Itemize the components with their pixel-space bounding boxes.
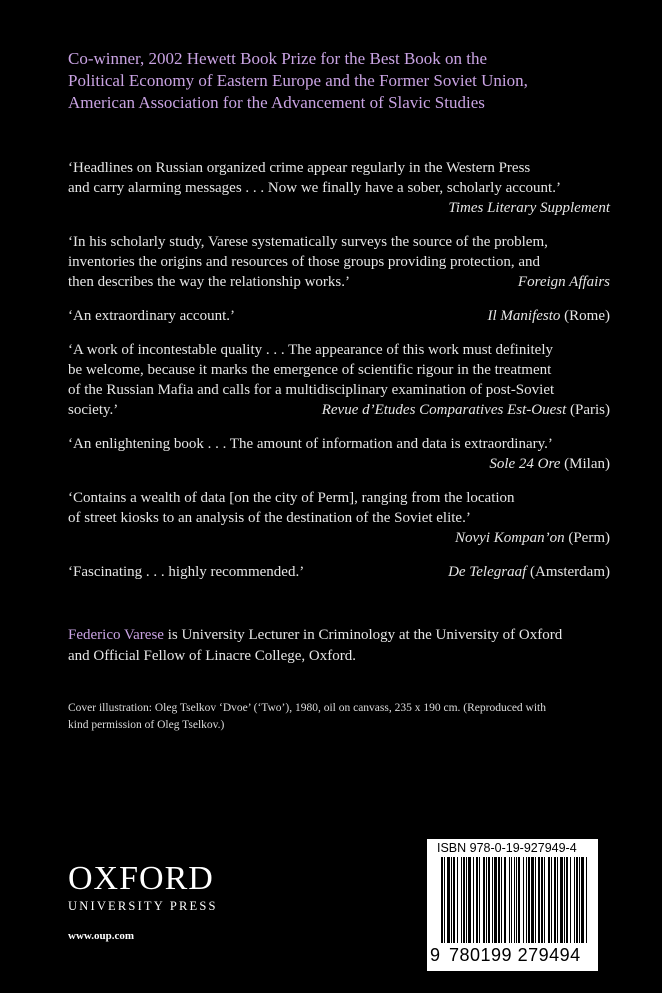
review-quote (68, 306, 610, 326)
publisher-url: www.oup.com (68, 930, 135, 942)
barcode-bar (531, 857, 534, 943)
review-quote (68, 488, 610, 548)
barcode-bar (473, 857, 474, 943)
barcode-bar (564, 857, 565, 943)
barcode-bar (560, 857, 563, 943)
barcode-bar (479, 857, 480, 943)
barcode-bar (523, 857, 524, 943)
quote-line: and carry alarming messages . . . Now we finally have a sober, scholarly account.’ (68, 180, 561, 196)
barcode-bar (586, 857, 587, 943)
barcode-bar (476, 857, 478, 943)
barcode-bar (492, 857, 493, 943)
barcode-first-digit: 9 (430, 945, 441, 965)
quote-line: inventories the origins and resources of those groups providing protection, and (68, 254, 540, 270)
quote-source (448, 562, 610, 582)
barcode-bar (557, 857, 558, 943)
author-name: Federico Varese (68, 627, 164, 643)
quote-line: of the Russian Mafia and calls for a multidisciplinary examination of post-Soviet (68, 382, 555, 398)
cover-credit-line: Cover illustration: Oleg Tselkov ‘Dvoe’ (‘Two’), 1980, oil on canvass, 235 x 190 cm. (Reproduced with (68, 702, 546, 714)
barcode (427, 839, 598, 971)
barcode-bar (488, 857, 490, 943)
prize-line: American Association for the Advancement of Slavic Studies (68, 93, 485, 112)
review-quote (68, 158, 610, 218)
barcode-bar (544, 857, 545, 943)
source-title: Revue d’Etudes Comparatives Est-Ouest (321, 402, 567, 418)
quote-source (68, 454, 610, 474)
source-title: De Telegraaf (448, 564, 527, 580)
source-title: Sole 24 Ore (489, 456, 561, 472)
barcode-bar (511, 857, 512, 943)
barcode-bar (486, 857, 487, 943)
barcode-bar (554, 857, 556, 943)
barcode-bar (447, 857, 450, 943)
barcode-bar (576, 857, 578, 943)
source-location: (Paris) (566, 402, 610, 418)
barcode-bar (579, 857, 580, 943)
source-location: (Amsterdam) (526, 564, 610, 580)
quote-last-line (68, 400, 610, 420)
barcode-bar (574, 857, 575, 943)
review-quotes (68, 158, 610, 596)
review-quote (68, 232, 610, 292)
source-location: (Perm) (564, 530, 610, 546)
barcode-bar (466, 857, 467, 943)
quote-line: ‘An enlightening book . . . The amount of information and data is extraordinary.’ (68, 436, 553, 452)
prize-line: Political Economy of Eastern Europe and the Former Soviet Union, (68, 71, 528, 90)
author-bio-line (68, 625, 628, 646)
barcode-bar (514, 857, 515, 943)
barcode-bar (516, 857, 517, 943)
quote-line: ‘An extraordinary account.’ (68, 308, 236, 324)
source-title: Times Literary Supplement (448, 200, 610, 216)
barcode-bar (483, 857, 485, 943)
barcode-bar (453, 857, 455, 943)
barcode-bar (441, 857, 443, 943)
prize-announcement (68, 48, 628, 114)
publisher-subtitle: UNIVERSITY PRESS (68, 899, 218, 913)
cover-credit (68, 700, 628, 734)
barcode-bar (494, 857, 497, 943)
barcode-bar (501, 857, 502, 943)
barcode-bar (451, 857, 452, 943)
quote-line: of street kiosks to an analysis of the destination of the Soviet elite.’ (68, 510, 471, 526)
source-title: Novyi Kompan’on (455, 530, 565, 546)
barcode-bar (528, 857, 530, 943)
barcode-bar (538, 857, 540, 943)
quote-source (68, 198, 610, 218)
cover-credit-line: kind permission of Oleg Tselkov.) (68, 719, 225, 731)
prize-line: Co-winner, 2002 Hewett Book Prize for the Best Book on the (68, 49, 488, 68)
review-quote (68, 434, 610, 474)
barcode-bars (441, 857, 587, 943)
barcode-bar (498, 857, 500, 943)
barcode-bar (570, 857, 571, 943)
quote-source (68, 528, 610, 548)
quote-last-line (68, 562, 610, 582)
barcode-bar (461, 857, 462, 943)
barcode-bar (526, 857, 527, 943)
barcode-bar (468, 857, 471, 943)
author-bio-line: and Official Fellow of Linacre College, Oxford. (68, 648, 356, 664)
barcode-bar (504, 857, 506, 943)
quote-line: ‘Contains a wealth of data [on the city of Perm], ranging from the location (68, 490, 515, 506)
barcode-bar (566, 857, 568, 943)
author-bio-text: is University Lecturer in Criminology at the University of Oxford (163, 627, 563, 643)
barcode-bar (457, 857, 458, 943)
barcode-bar (518, 857, 520, 943)
quote-line: ‘In his scholarly study, Varese systematically surveys the source of the problem, (68, 234, 548, 250)
barcode-bar (463, 857, 465, 943)
barcode-bar (541, 857, 543, 943)
source-title: Foreign Affairs (517, 274, 610, 290)
author-bio (68, 625, 628, 667)
quote-line: ‘A work of incontestable quality . . . The appearance of this work must definitely (68, 342, 554, 358)
quote-line: ‘Headlines on Russian organized crime appear regularly in the Western Press (68, 160, 531, 176)
barcode-bar (548, 857, 550, 943)
review-quote (68, 340, 610, 420)
barcode-bar (581, 857, 584, 943)
source-location: (Rome) (560, 308, 610, 324)
quote-last-line (68, 272, 610, 292)
barcode-number: 780199 279494 (449, 945, 581, 965)
quote-line: be welcome, because it marks the emergence of scientific rigour in the treatment (68, 362, 552, 378)
barcode-bar (535, 857, 536, 943)
publisher-name: OXFORD (68, 860, 214, 897)
quote-line: society.’ (68, 402, 119, 418)
barcode-bar (444, 857, 445, 943)
barcode-bar (551, 857, 552, 943)
review-quote (68, 562, 610, 582)
quote-source (488, 306, 610, 326)
barcode-bar (509, 857, 510, 943)
publisher-logo (68, 862, 218, 914)
quote-last-line (68, 306, 610, 326)
source-location: (Milan) (560, 456, 610, 472)
source-title: Il Manifesto (487, 308, 561, 324)
quote-source (322, 400, 610, 420)
quote-line: then describes the way the relationship works.’ (68, 274, 351, 290)
quote-line: ‘Fascinating . . . highly recommended.’ (68, 564, 305, 580)
isbn-label: ISBN 978-0-19-927949-4 (437, 841, 577, 855)
